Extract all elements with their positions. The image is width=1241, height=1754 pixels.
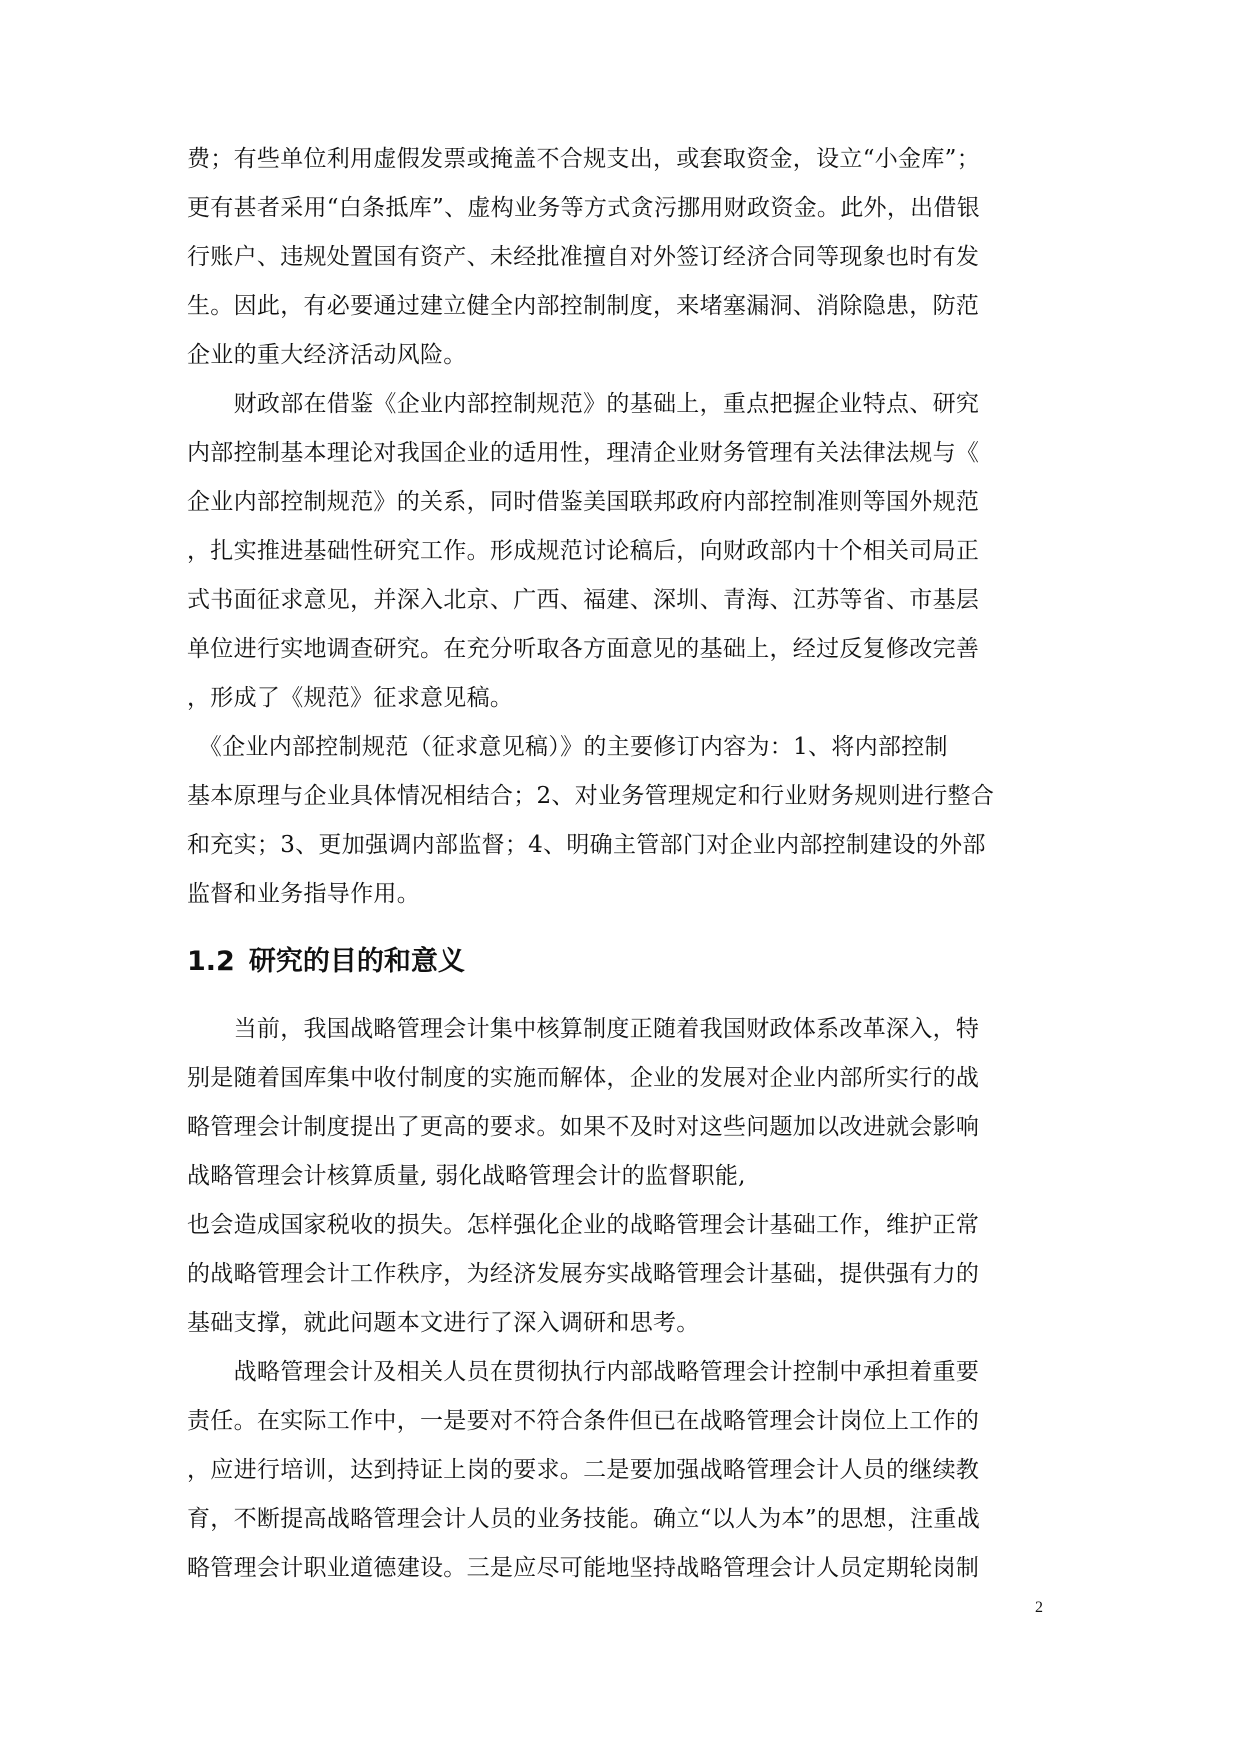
paragraph-line: 略管理会计职业道德建设。三是应尽可能地坚持战略管理会计人员定期轮岗制 [187,1555,980,1581]
paragraph-line: 别是随着国库集中收付制度的实施而解体，企业的发展对企业内部所实行的战 [187,1065,980,1091]
paragraph-line: ，扎实推进基础性研究工作。形成规范讨论稿后，向财政部内十个相关司局正 [187,538,980,564]
section-title: 研究的目的和意义 [248,946,465,977]
paragraph-line: 企业的重大经济活动风险。 [187,342,467,368]
paragraph-line: 的战略管理会计工作秩序，为经济发展夯实战略管理会计基础，提供强有力的 [187,1261,980,1287]
paragraph-line: 育，不断提高战略管理会计人员的业务技能。确立“以人为本”的思想，注重战 [187,1506,981,1532]
paragraph-line: 行账户、违规处置国有资产、未经批准擅自对外签订经济合同等现象也时有发 [187,244,980,270]
paragraph-line: 基础支撑，就此问题本文进行了深入调研和思考。 [187,1310,700,1336]
paragraph-line: 监督和业务指导作用。 [187,881,420,907]
paragraph-line: 略管理会计制度提出了更高的要求。如果不及时对这些问题加以改进就会影响 [187,1114,980,1140]
paragraph-line: 生。因此，有必要通过建立健全内部控制制度，来堵塞漏洞、消除隐患，防范 [187,293,980,319]
paragraph-line: 基本原理与企业具体情况相结合；2、对业务管理规定和行业财务规则进行整合 [187,783,995,809]
paragraph-line: 战略管理会计及相关人员在贯彻执行内部战略管理会计控制中承担着重要 [187,1359,980,1385]
paragraph-line: 财政部在借鉴《企业内部控制规范》的基础上，重点把握企业特点、研究 [187,391,980,417]
paragraph-line: ，应进行培训，达到持证上岗的要求。二是要加强战略管理会计人员的继续教 [187,1457,980,1483]
paragraph-line: 更有甚者采用“白条抵库”、虚构业务等方式贪污挪用财政资金。此外，出借银 [187,195,981,221]
section-heading [187,944,465,980]
page-number: 2 [1035,1599,1043,1616]
paragraph-line: 也会造成国家税收的损失。怎样强化企业的战略管理会计基础工作，维护正常 [187,1212,980,1238]
paragraph-line: 当前，我国战略管理会计集中核算制度正随着我国财政体系改革深入，特 [187,1016,980,1042]
paragraph-line: 责任。在实际工作中，一是要对不符合条件但已在战略管理会计岗位上工作的 [187,1408,980,1434]
paragraph-line: 内部控制基本理论对我国企业的适用性，理清企业财务管理有关法律法规与《 [187,440,980,466]
paragraph-line: 式书面征求意见，并深入北京、广西、福建、深圳、青海、江苏等省、市基层 [187,587,980,613]
paragraph-line: 《企业内部控制规范（征求意见稿）》的主要修订内容为：1、将内部控制 [187,734,948,760]
paragraph-line: 战略管理会计核算质量, 弱化战略管理会计的监督职能, [187,1163,746,1189]
paragraph-line: 和充实；3、更加强调内部监督；4、明确主管部门对企业内部控制建设的外部 [187,832,986,858]
paragraph-line: 单位进行实地调查研究。在充分听取各方面意见的基础上，经过反复修改完善 [187,636,980,662]
paragraph-line: ，形成了《规范》征求意见稿。 [187,685,514,711]
paragraph-line: 费；有些单位利用虚假发票或掩盖不合规支出，或套取资金，设立“小金库”； [187,146,981,172]
section-number: 1.2 [187,946,235,977]
paragraph-line: 企业内部控制规范》的关系，同时借鉴美国联邦政府内部控制准则等国外规范 [187,489,980,515]
